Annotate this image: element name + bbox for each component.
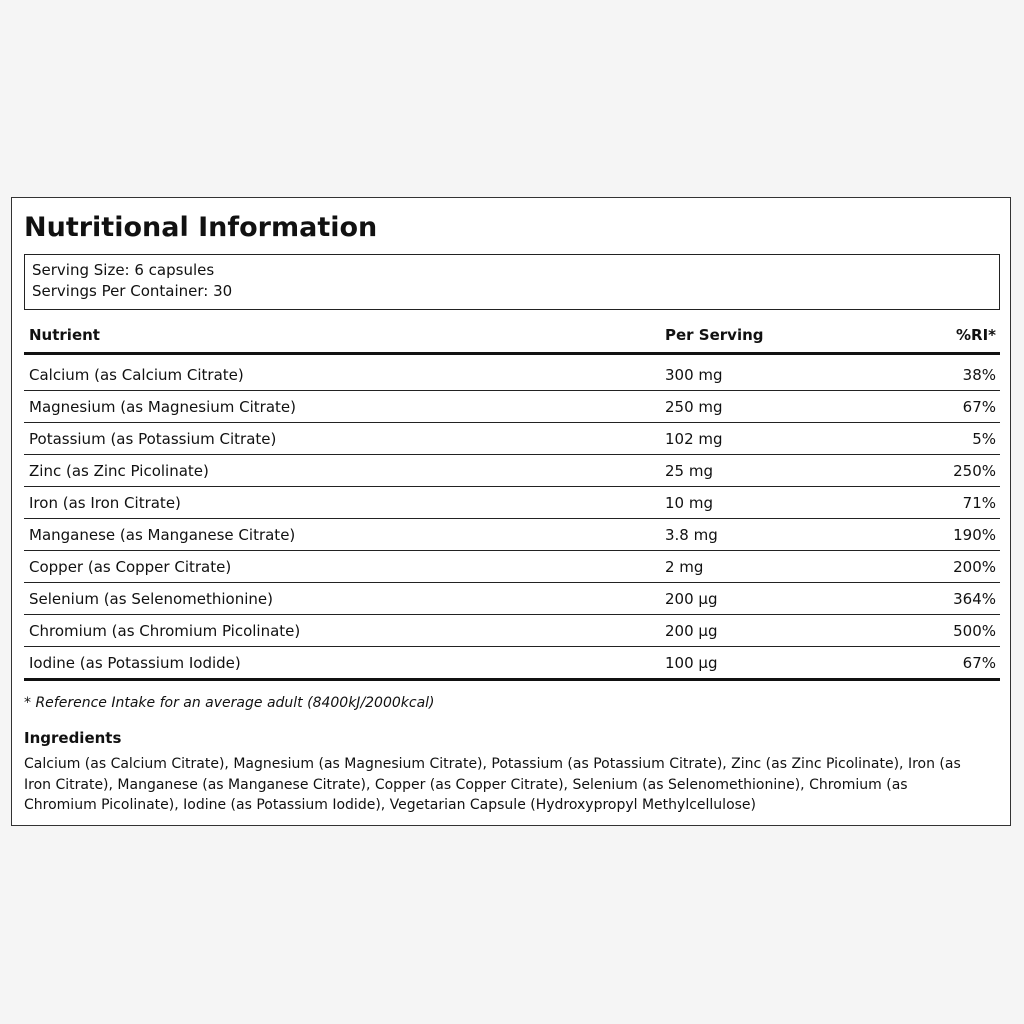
- header-ri: %RI*: [955, 326, 996, 344]
- nutrition-panel: [11, 197, 1011, 826]
- nutrient-name: Manganese (as Manganese Citrate): [29, 525, 296, 544]
- nutrient-name: Magnesium (as Magnesium Citrate): [29, 397, 296, 416]
- table-body: [24, 355, 1000, 681]
- table-row: [24, 391, 1000, 423]
- table-row: [24, 583, 1000, 615]
- nutrient-name: Iron (as Iron Citrate): [29, 493, 181, 512]
- nutrient-ri: 190%: [953, 525, 996, 544]
- nutrient-ri: 250%: [953, 461, 996, 480]
- table-header: [24, 318, 1000, 355]
- ingredients-heading: Ingredients: [24, 729, 122, 747]
- table-row: [24, 615, 1000, 647]
- table-row: [24, 487, 1000, 519]
- serving-size: Serving Size: 6 capsules: [32, 261, 215, 279]
- table-row: [24, 423, 1000, 455]
- nutrient-ri: 71%: [962, 493, 996, 512]
- nutrient-ri: 38%: [962, 365, 996, 384]
- table-row: [24, 519, 1000, 551]
- nutrient-amount: 300 mg: [665, 365, 723, 384]
- nutrient-amount: 200 µg: [665, 621, 718, 640]
- nutrient-ri: 364%: [953, 589, 996, 608]
- nutrient-name: Calcium (as Calcium Citrate): [29, 365, 244, 384]
- nutrient-amount: 100 µg: [665, 653, 718, 672]
- serving-info-box: [24, 254, 1000, 310]
- nutrient-amount: 102 mg: [665, 429, 723, 448]
- table-row: [24, 647, 1000, 678]
- nutrient-amount: 10 mg: [665, 493, 713, 512]
- nutrient-amount: 3.8 mg: [665, 525, 718, 544]
- ri-footnote: * Reference Intake for an average adult (8400kJ/2000kcal): [24, 695, 435, 711]
- nutrient-name: Iodine (as Potassium Iodide): [29, 653, 241, 672]
- nutrient-ri: 67%: [962, 653, 996, 672]
- nutrient-ri: 200%: [953, 557, 996, 576]
- nutrient-name: Potassium (as Potassium Citrate): [29, 429, 277, 448]
- nutrient-name: Selenium (as Selenomethionine): [29, 589, 273, 608]
- header-nutrient: Nutrient: [29, 326, 100, 344]
- nutrient-amount: 2 mg: [665, 557, 704, 576]
- nutrient-table: [24, 318, 1000, 681]
- header-per-serving: Per Serving: [665, 326, 764, 344]
- nutrient-amount: 25 mg: [665, 461, 713, 480]
- table-row: [24, 359, 1000, 391]
- ingredients-text: Calcium (as Calcium Citrate), Magnesium (as Magnesium Citrate), Potassium (as Potassium Citrate), Zinc (as Zinc Picolinate), Iron (as Iron Citrate), Manganese (as Manganese Citrate), Copper (as Copper Citrate), Selenium (as Selenomethionine), Chromium (as Chromium Picolinate), Iodine (as Potassium Iodide), Vegetarian Capsule (Hydroxypropyl Methylcellulose): [24, 756, 961, 813]
- servings-per-container: Servings Per Container: 30: [32, 282, 233, 300]
- nutrient-amount: 250 mg: [665, 397, 723, 416]
- table-row: [24, 455, 1000, 487]
- nutrient-name: Zinc (as Zinc Picolinate): [29, 461, 209, 480]
- table-row: [24, 551, 1000, 583]
- nutrient-ri: 5%: [972, 429, 996, 448]
- nutrient-name: Chromium (as Chromium Picolinate): [29, 621, 301, 640]
- nutrient-ri: 67%: [962, 397, 996, 416]
- panel-title: Nutritional Information: [24, 212, 378, 243]
- nutrient-amount: 200 µg: [665, 589, 718, 608]
- nutrient-ri: 500%: [953, 621, 996, 640]
- nutrient-name: Copper (as Copper Citrate): [29, 557, 232, 576]
